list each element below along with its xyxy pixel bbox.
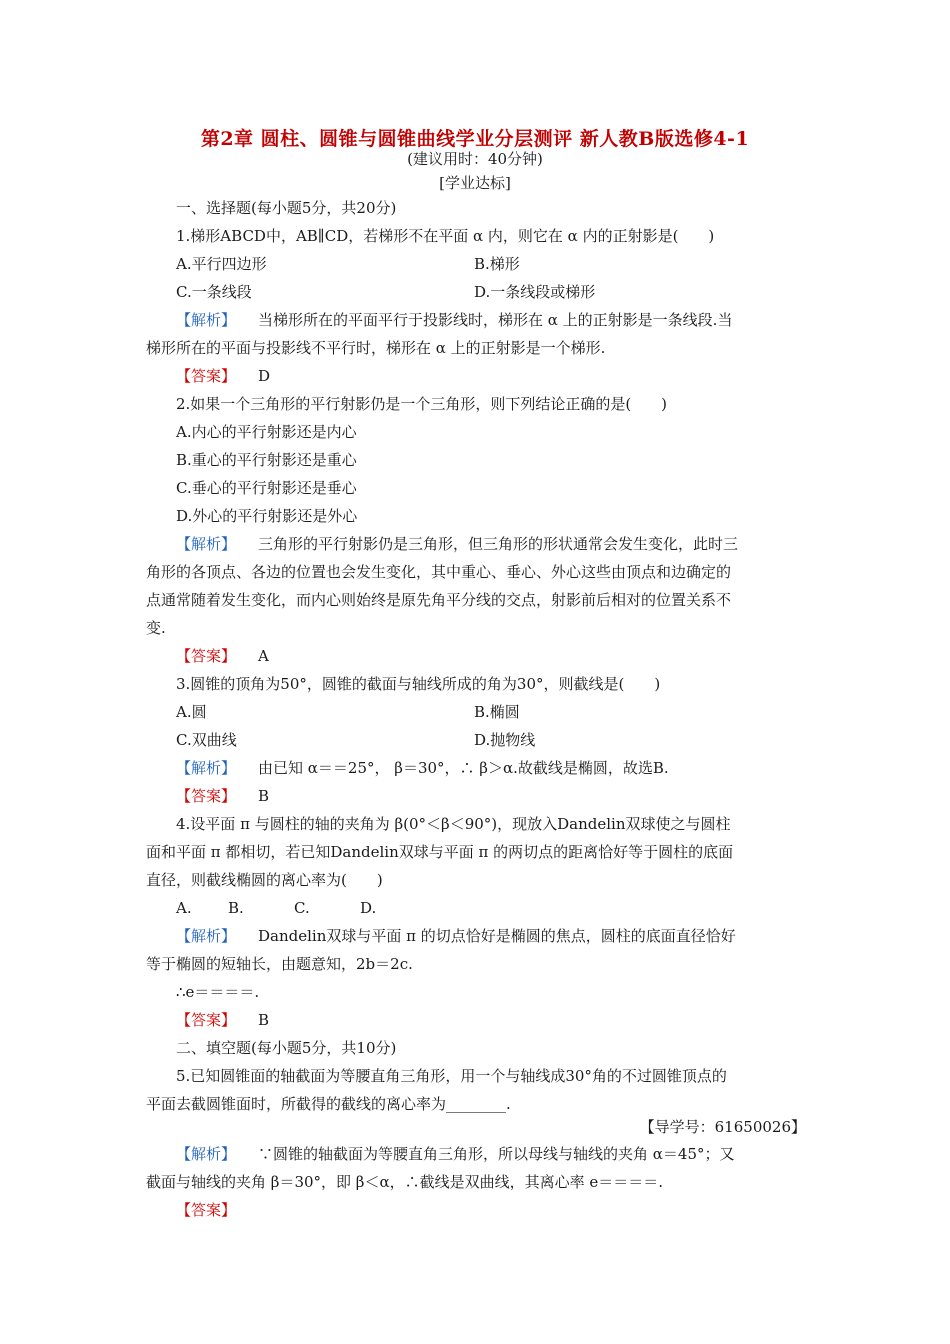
question-stem: 平面去截圆锥面时，所截得的截线的离心率为________. (146, 1095, 511, 1113)
analysis-text: 梯形所在的平面与投影线不平行时，梯形在 α 上的正射影是一个梯形. (146, 339, 606, 357)
answer-value: B (258, 1011, 270, 1029)
option-c: C.双曲线 (176, 731, 237, 749)
option-d: D.外心的平行射影还是外心 (176, 507, 358, 525)
answer-value: A (258, 647, 269, 665)
answer-line (176, 1200, 236, 1220)
answer-value: D (258, 367, 271, 385)
answer-line (176, 366, 270, 386)
option-c: C.一条线段 (176, 283, 252, 301)
guide-number: 【导学号：61650026】 (639, 1118, 806, 1136)
option-c: C. (294, 899, 310, 917)
option-c: C.垂心的平行射影还是垂心 (176, 479, 357, 497)
document-title: 第2章 圆柱、圆锥与圆锥曲线学业分层测评 新人教B版选修4-1 (200, 128, 750, 150)
section-heading: 二、填空题(每小题5分，共10分) (176, 1039, 397, 1057)
analysis-line (176, 1144, 735, 1164)
analysis-text: 三角形的平行射影仍是三角形，但三角形的形状通常会发生变化，此时三 (258, 535, 739, 553)
question-stem: 4.设平面 π 与圆柱的轴的夹角为 β(0°＜β＜90°)，现放入Dandelin双球使之与圆柱 (176, 815, 731, 833)
analysis-text: 当梯形所在的平面平行于投影线时，梯形在 α 上的正射影是一条线段.当 (258, 311, 733, 329)
option-a: A.内心的平行射影还是内心 (176, 423, 357, 441)
option-a: A.圆 (176, 703, 207, 721)
analysis-text: 点通常随着发生变化，而内心则始终是原先角平分线的交点，射影前后相对的位置关系不 (146, 591, 732, 609)
answer-line (176, 646, 269, 666)
analysis-text: 等于椭圆的短轴长，由题意知，2b＝2c. (146, 955, 413, 973)
answer-tag: 【答案】 (176, 647, 237, 665)
analysis-text: 由已知 α＝＝25°， β＝30°，∴ β＞α.故截线是椭圆，故选B. (258, 759, 669, 777)
answer-line (176, 786, 269, 806)
question-stem: 3.圆锥的顶角为50°，圆锥的截面与轴线所成的角为30°，则截线是( ) (176, 675, 661, 693)
question-stem: 1.梯形ABCD中，AB∥CD，若梯形不在平面 α 内，则它在 α 内的正射影是( ) (176, 227, 715, 245)
analysis-text: Dandelin双球与平面 π 的切点恰好是椭圆的焦点，圆柱的底面直径恰好 (258, 927, 736, 945)
option-a: A.平行四边形 (176, 255, 267, 273)
question-stem: 2.如果一个三角形的平行射影仍是一个三角形，则下列结论正确的是( ) (176, 395, 668, 413)
suggested-time: (建议用时：40分钟) (407, 150, 543, 168)
answer-value: B (258, 787, 270, 805)
question-stem: 5.已知圆锥面的轴截面为等腰直角三角形，用一个与轴线成30°角的不过圆锥顶点的 (176, 1067, 727, 1085)
option-b: B. (228, 899, 244, 917)
option-a: A. (176, 899, 192, 917)
answer-tag: 【答案】 (176, 367, 237, 385)
analysis-tag: 【解析】 (176, 535, 237, 553)
analysis-text: 角形的各顶点、各边的位置也会发生变化，其中重心、垂心、外心这些由顶点和边确定的 (146, 563, 732, 581)
option-b: B.梯形 (474, 255, 520, 273)
answer-tag: 【答案】 (176, 787, 237, 805)
option-d: D.一条线段或梯形 (474, 283, 596, 301)
analysis-line (176, 758, 669, 778)
question-stem: 直径，则截线椭圆的离心率为( ) (146, 871, 383, 889)
question-stem: 面和平面 π 都相切，若已知Dandelin双球与平面 π 的两切点的距离恰好等于圆柱的底面 (146, 843, 734, 861)
analysis-tag: 【解析】 (176, 1145, 237, 1163)
section-heading: 一、选择题(每小题5分，共20分) (176, 199, 397, 217)
level-heading: [学业达标] (439, 174, 511, 192)
option-d: D.抛物线 (474, 731, 536, 749)
option-b: B.重心的平行射影还是重心 (176, 451, 357, 469)
analysis-line (176, 534, 738, 554)
option-b: B.椭圆 (474, 703, 520, 721)
analysis-text: 变. (146, 619, 166, 637)
analysis-text: ∴e＝＝＝＝. (176, 983, 260, 1001)
analysis-tag: 【解析】 (176, 927, 237, 945)
option-d: D. (360, 899, 377, 917)
analysis-line (176, 926, 736, 946)
answer-tag: 【答案】 (176, 1201, 237, 1219)
analysis-text: 截面与轴线的夹角 β＝30°，即 β＜α，∴截线是双曲线，其离心率 e＝＝＝＝. (146, 1173, 664, 1191)
analysis-tag: 【解析】 (176, 311, 237, 329)
analysis-line (176, 310, 732, 330)
analysis-tag: 【解析】 (176, 759, 237, 777)
answer-line (176, 1010, 269, 1030)
analysis-text: ∵圆锥的轴截面为等腰直角三角形，所以母线与轴线的夹角 α＝45°；又 (258, 1145, 735, 1163)
answer-tag: 【答案】 (176, 1011, 237, 1029)
